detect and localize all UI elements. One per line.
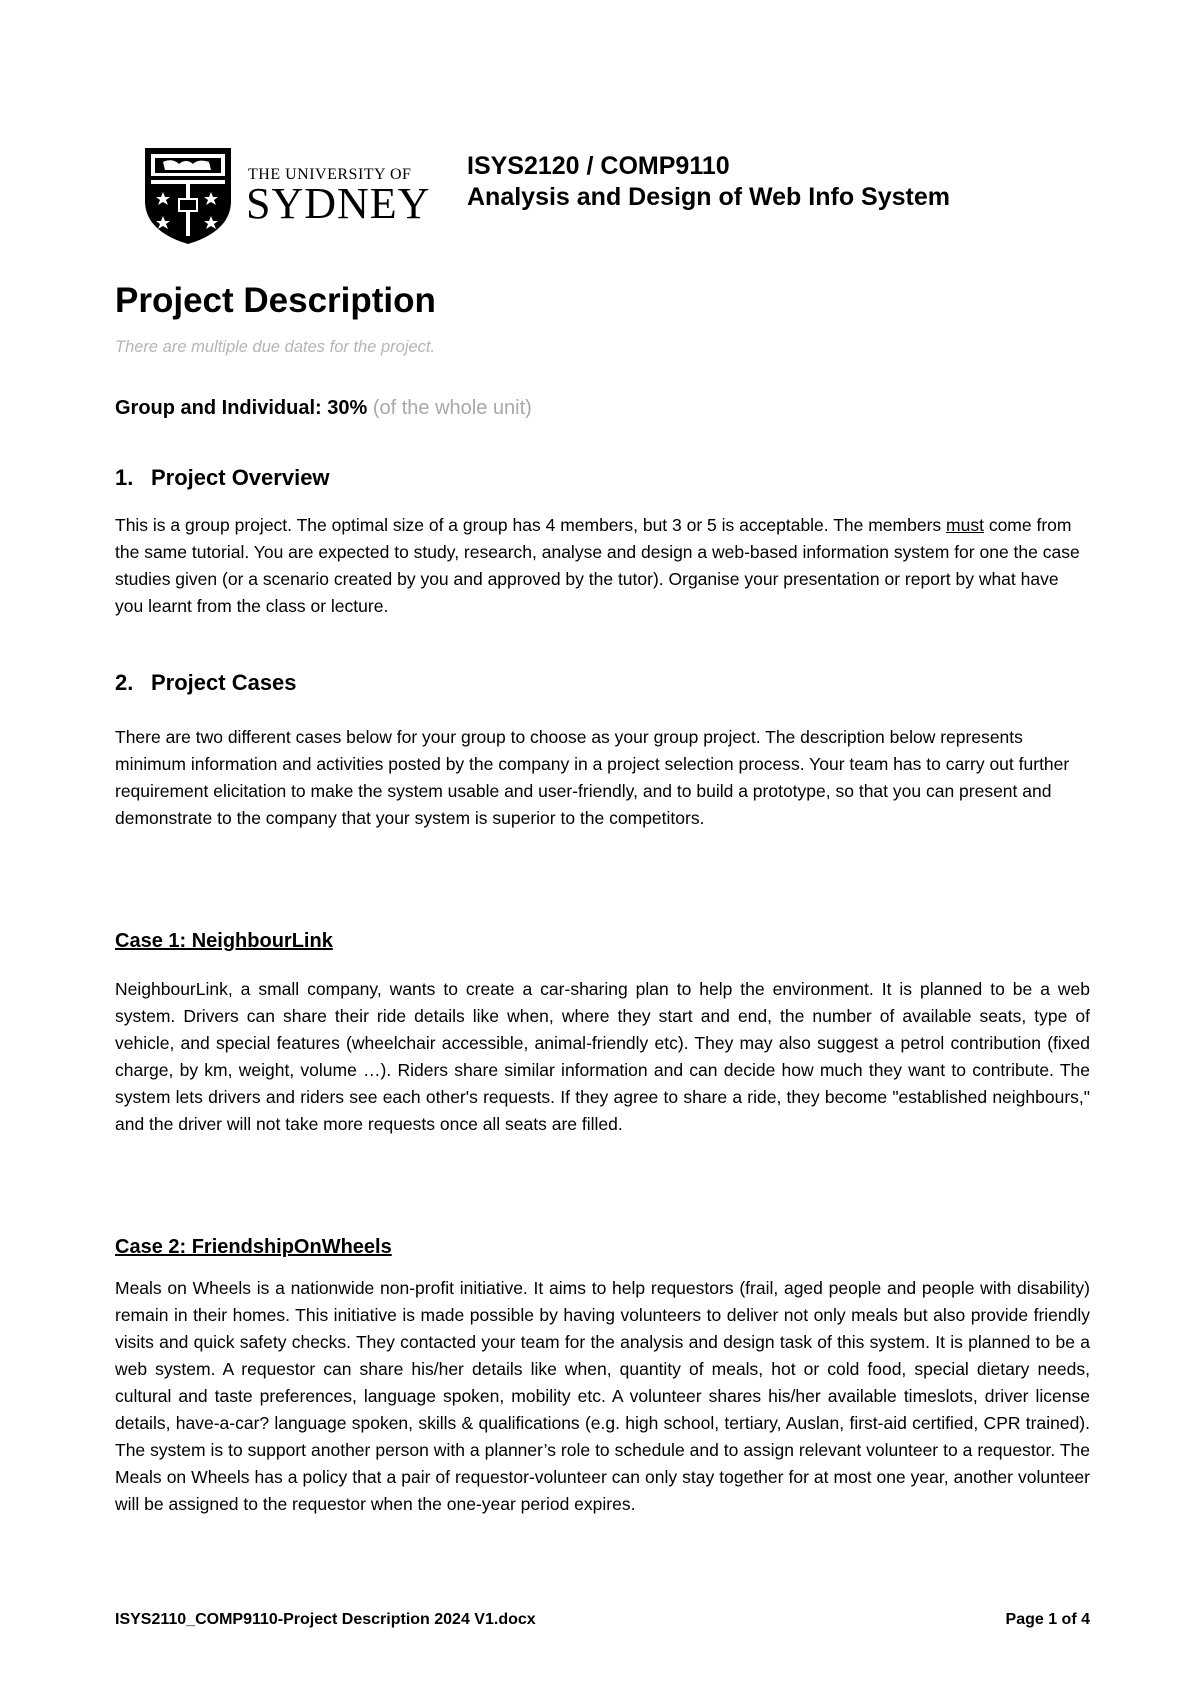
overview-text-post: come from the same tutorial. You are expected to study, research, analyse and design a web-based information system for one the case studies given (or a scenario created by you and approved by the tutor). Organise your presentation or report by what have you learnt from the class or lecture. [115, 515, 1080, 616]
weight-percent: 30% [327, 397, 368, 419]
case2-heading: Case 2: FriendshipOnWheels [115, 1236, 392, 1258]
weight-label: Group and Individual: [115, 397, 328, 419]
unit-name: Analysis and Design of Web Info System [467, 183, 950, 211]
case1-heading: Case 1: NeighbourLink [115, 930, 333, 952]
logo-text-big: SYDNEY [246, 179, 431, 228]
cases-paragraph [115, 724, 1090, 832]
section-number: 1. [115, 465, 134, 490]
logo-text-small: THE UNIVERSITY OF [248, 166, 412, 183]
footer-page-number: Page 1 of 4 [1005, 1611, 1090, 1628]
overview-text-pre: This is a group project. The optimal size of a group has 4 members, but 3 or 5 is acceptable. The members [115, 515, 947, 535]
page-title: Project Description [115, 281, 436, 320]
overview-paragraph [115, 512, 1090, 620]
assessment-weight [115, 397, 532, 420]
case1-text: NeighbourLink, a small company, wants to create a car-sharing plan to help the environment. It is planned to be a web system. Drivers can share their ride details like when, where they start and end, the number of available seats, type of vehicle, and special features (wheelchair accessible, animal-friendly etc). They may also suggest a petrol contribution (fixed charge, by km, weight, volume …). Riders share similar information and can decide how much they want to contribute. The system lets drivers and riders see each other's requests. If they agree to share a ride, they become "established neighbours," and the driver will not take more requests once all seats are filled. [115, 979, 1090, 1134]
unit-code: ISYS2120 / COMP9110 [467, 152, 730, 180]
page-subtitle: There are multiple due dates for the project. [115, 338, 436, 356]
section-heading-overview [115, 465, 330, 491]
case2-text: Meals on Wheels is a nationwide non-profit initiative. It aims to help requestors (frail, aged people and people with disability) remain in their homes. This initiative is made possible by having volunteers to deliver not only meals but also provide friendly visits and quick safety checks. They contacted your team for the analysis and design task of this system. It is planned to be a web system. A requestor can share his/her details like when, quantity of meals, hot or cold food, special dietary needs, cultural and taste preferences, language spoken, mobility etc. A volunteer shares his/her available timeslots, driver license details, have-a-car? language spoken, skills & qualifications (e.g. high school, tertiary, Auslan, first-aid certified, CPR trained). The system is to support another person with a planner’s role to schedule and to assign relevant volunteer to a requestor. The Meals on Wheels has a policy that a pair of requestor-volunteer can only stay together for at most one year, another volunteer will be assigned to the requestor when the one-year period expires. [115, 1278, 1090, 1514]
case2-paragraph [115, 1275, 1090, 1518]
university-logo [143, 146, 431, 246]
university-crest-icon [143, 146, 233, 246]
cases-text: There are two different cases below for your group to choose as your group project. The description below represents minimum information and activities posted by the company in a project selection process. Your team has to carry out further requirement elicitation to make the system usable and user-friendly, and to build a prototype, so that you can present and demonstrate to the company that your system is superior to the competitors. [115, 727, 1070, 828]
weight-note: (of the whole unit) [372, 397, 532, 419]
section-heading-cases [115, 670, 297, 696]
section-title: Project Overview [151, 465, 330, 490]
case1-paragraph [115, 976, 1090, 1138]
section-title: Project Cases [151, 670, 297, 695]
footer-filename: ISYS2110_COMP9110-Project Description 2024 V1.docx [115, 1611, 536, 1628]
section-number: 2. [115, 670, 134, 695]
overview-text-must: must [946, 515, 984, 535]
